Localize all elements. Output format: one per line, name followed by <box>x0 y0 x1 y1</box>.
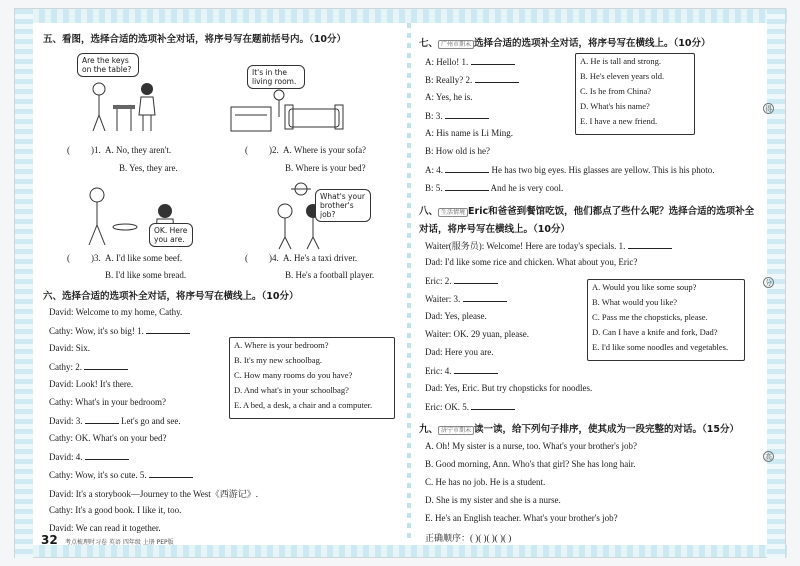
side-mark-3: 高 <box>765 453 772 461</box>
q2-option-b: B. Where is your bed? <box>285 163 366 173</box>
sec7-line-6: B: How old is he? <box>425 146 490 156</box>
q3-option-a: A. I'd like some beef. <box>105 253 183 263</box>
speech-bubble-3: OK. Here you are. <box>149 223 193 247</box>
speech-bubble-2: It's in the living room. <box>247 65 305 89</box>
sec6-line-4: Cathy: 2. <box>49 361 128 372</box>
sec8-option-c: C. Pass me the chopsticks, please. <box>592 312 708 322</box>
sec9-sentence-d: D. She is my sister and she is a nurse. <box>425 495 561 505</box>
sec7-option-b: B. He's eleven years old. <box>580 71 665 81</box>
q3-option-b: B. I'd like some bread. <box>105 270 187 280</box>
sec8-option-b: B. What would you like? <box>592 297 678 307</box>
sec8-line-5: Dad: Yes, please. <box>425 311 487 321</box>
bottom-border <box>15 545 787 557</box>
sec7-line-4: B: 3. <box>425 110 489 121</box>
sec7-option-e: E. I have a new friend. <box>580 116 658 126</box>
section-8-tag: 生活情境 <box>438 208 468 217</box>
sec8-options-box <box>587 279 745 361</box>
q1-number: )1. <box>91 145 101 155</box>
sec6-option-d: D. And what's in your schoolbag? <box>234 385 349 395</box>
sec6-option-e: E. A bed, a desk, a chair and a computer. <box>234 400 373 410</box>
sec7-option-c: C. Is he from China? <box>580 86 652 96</box>
sec6-line-3: David: Six. <box>49 343 91 353</box>
living-room-picture <box>229 87 359 137</box>
sec7-option-d: D. What's his name? <box>580 101 650 111</box>
sec9-sentence-a: A. Oh! My sister is a nurse, too. What's your brother's job? <box>425 441 638 451</box>
sec9-sentence-e: E. He's an English teacher. What's your brother's job? <box>425 513 618 523</box>
kids-table-picture <box>85 79 165 135</box>
q4-option-b: B. He's a football player. <box>285 270 375 280</box>
sec8-line-8: Eric: 4. <box>425 365 498 376</box>
sec6-line-8: Cathy: OK. What's on your bed? <box>49 433 167 443</box>
side-mark-2: 分 <box>765 279 772 287</box>
sec6-option-c: C. How many rooms do you have? <box>234 370 353 380</box>
sec9-sentence-b: B. Good morning, Ann. Who's that girl? She has long hair. <box>425 459 636 469</box>
sec8-line-3: Eric: 2. <box>425 275 498 286</box>
footer-text: 考点梳理时习卷 英语 四年级 上册 PEP版 <box>65 539 174 546</box>
sec8-option-e: E. I'd like some noodles and vegetables. <box>592 342 729 352</box>
section-6-title: 六、选择合适的选项补全对话，将序号写在横线上。（10分） <box>43 291 299 302</box>
q1-option-a: A. No, they aren't. <box>105 145 172 155</box>
sec9-order-answer: 正确顺序：( )( )( )( )( ) <box>425 533 512 543</box>
sec8-option-a: A. Would you like some soup? <box>592 282 697 292</box>
q3-number: )3. <box>91 253 101 263</box>
sec6-line-10: Cathy: Wow, it's so cute. 5. <box>49 469 193 480</box>
sec6-line-5: David: Look! It's there. <box>49 379 134 389</box>
sec7-line-7: A: 4. He has two big eyes. His glasses are yellow. This is his photo. <box>425 165 715 175</box>
section-8-title-line2: 对话，将序号写在横线上。（10分） <box>419 224 570 235</box>
top-border <box>15 9 787 23</box>
sec8-line-7: Dad: Here you are. <box>425 347 494 357</box>
q4-option-a: A. He's a taxi driver. <box>283 253 358 263</box>
speech-bubble-1: Are the keys on the table? <box>77 53 139 77</box>
sec6-line-11: David: It's a storybook—Journey to the West《西游记》. <box>49 489 258 499</box>
sec6-line-12: Cathy: It's a good book. I like it, too. <box>49 505 182 515</box>
q2-number: )2. <box>269 145 279 155</box>
sec7-option-a: A. He is tall and strong. <box>580 56 661 66</box>
side-mark-1: 得 <box>765 105 772 113</box>
sec7-options-box <box>575 53 695 135</box>
section-9-tag: 济宁市期末 <box>438 426 474 435</box>
sec6-option-a: A. Where is your bedroom? <box>234 340 329 350</box>
sec8-line-10: Eric: OK. 5. <box>425 401 515 412</box>
q4-number: )4. <box>269 253 279 263</box>
sec8-line-6: Waiter: OK. 29 yuan, please. <box>425 329 529 339</box>
sec8-line-4: Waiter: 3. <box>425 293 507 304</box>
sec8-line-2: Dad: I'd like some rice and chicken. What about you, Eric? <box>425 257 638 267</box>
section-7-title: 七、 广州市期末 选择合适的选项补全对话，将序号写在横线上。（10分） <box>419 38 711 49</box>
q2-option-a: A. Where is your sofa? <box>283 145 367 155</box>
sec8-option-d: D. Can I have a knife and fork, Dad? <box>592 327 718 337</box>
column-divider <box>407 23 411 543</box>
sec6-line-1: David: Welcome to my home, Cathy. <box>49 307 183 317</box>
sec7-line-1: A: Hello! 1. <box>425 56 515 67</box>
sec6-line-6: Cathy: What's in your bedroom? <box>49 397 166 407</box>
section-5-title: 五、看图，选择合适的选项补全对话，将序号写在题前括号内。（10分） <box>43 34 346 45</box>
section-8-title: 八、 生活情境 Eric和爸爸到餐馆吃饭，他们都点了些什么呢？选择合适的选项补全 <box>419 206 755 217</box>
sec6-option-b: B. It's my new schoolbag. <box>234 355 322 365</box>
sec7-line-5: A: His name is Li Ming. <box>425 128 513 138</box>
speech-bubble-4: What's your brother's job? <box>315 189 371 222</box>
sec6-line-13: David: We can read it together. <box>49 523 161 533</box>
sec6-line-2: Cathy: Wow, it's so big! 1. <box>49 325 190 336</box>
page-number: 32 <box>41 533 58 547</box>
sec9-sentence-c: C. He has no job. He is a student. <box>425 477 546 487</box>
sec7-line-3: A: Yes, he is. <box>425 92 473 102</box>
left-border <box>15 9 33 559</box>
sec7-line-2: B: Really? 2. <box>425 74 519 85</box>
section-7-tag: 广州市期末 <box>438 40 474 49</box>
sec6-options-box <box>229 337 395 419</box>
q1-option-b: B. Yes, they are. <box>119 163 178 173</box>
sec6-line-7: David: 3. Let's go and see. <box>49 416 181 426</box>
sec6-line-9: David: 4. <box>49 451 129 462</box>
sec8-line-1: Waiter(服务员): Welcome! Here are today's specials. 1. <box>425 239 672 252</box>
section-9-title: 九、 济宁市期末 读一读，给下列句子排序，使其成为一段完整的对话。（15分） <box>419 424 740 435</box>
worksheet-page: 五、看图，选择合适的选项补全对话，将序号写在题前括号内。（10分） Are the keys on the table? It's in the living room. ( )1. A. No, they aren't. B. Yes, they are. ( )2. A. Where is your sofa? B. Where is your bed? OK. Here you are. What's your brother's job? ( )3. A. I'd like some beef. B. I'd like some bread. ( )4. A. He's a taxi driver. B. He's a football player. 六、选择合适的选项补全对话，将序号写在横线上。（10分） David: Welcome to my home, Cathy. Cathy: Wow, it's so big! 1. David: Six. Cathy: 2. David: Look! It's there. Cathy: What's in your bedroom? David: 3. Let's go and see. Cathy: OK. What's on your bed? David: 4. Cathy: Wow, it's so cute. 5. David: It's a storybook—Journey to the West《西游记》. Cathy: It's a good book. I like it, too. David: We can read it together. A. Where is your bedroom? B. It's my new schoolbag. C. How many rooms do you have? D. And what's in your schoolbag? E. A bed, a desk, a chair and a computer. 32 考点梳理时习卷 英语 四年级 上册 PEP版 七、 广州市期末 选择合适的选项补全对话，将序号写在横线上。（10分） A: Hello! 1. B: Really? 2. A: Yes, he is. B: 3. A: His name is Li Ming. B: How old is he? A: 4. He has two big eyes. His glasses are yellow. This is his photo. B: 5. And he is very cool. A. He is tall and strong. B. He's eleven years old. C. Is he from China? D. What's his name? E. I have a new friend. 八、 生活情境 Eric和爸爸到餐馆吃饭，他们都点了些什么呢？选择合适的选项补全 对话，将序号写在横线上。（10分） Waiter(服务员): Welcome! Here are today's specials. 1. Dad: I'd like some rice and chicken. What about you, Eric? Eric: 2. Waiter: 3. Dad: Yes, please. Waiter: OK. 29 yuan, please. Dad: Here you are. Eric: 4. Dad: Yes, Eric. But try chopsticks for noodles. Eric: OK. 5. A. Would you like some soup? B. What would you like? C. Pass me the chopsticks, please. D. Can I have a knife and fork, Dad? E. I'd like some noodles and vegetables. 九、 济宁市期末 读一读，给下列句子排序，使其成为一段完整的对话。（15分） A. Oh! My sister is a nurse, too. What's your brother's job? B. Good morning, Ann. Who's that girl? She has long hair. C. He has no job. He is a student. D. She is my sister and she is a nurse. E. He's an English teacher. What's your brother's job? 正确顺序：( )( )( )( )( ) 得 分 高 <box>14 8 786 558</box>
sec7-line-8: B: 5. And he is very cool. <box>425 183 564 193</box>
sec8-line-9: Dad: Yes, Eric. But try chopsticks for noodles. <box>425 383 593 393</box>
